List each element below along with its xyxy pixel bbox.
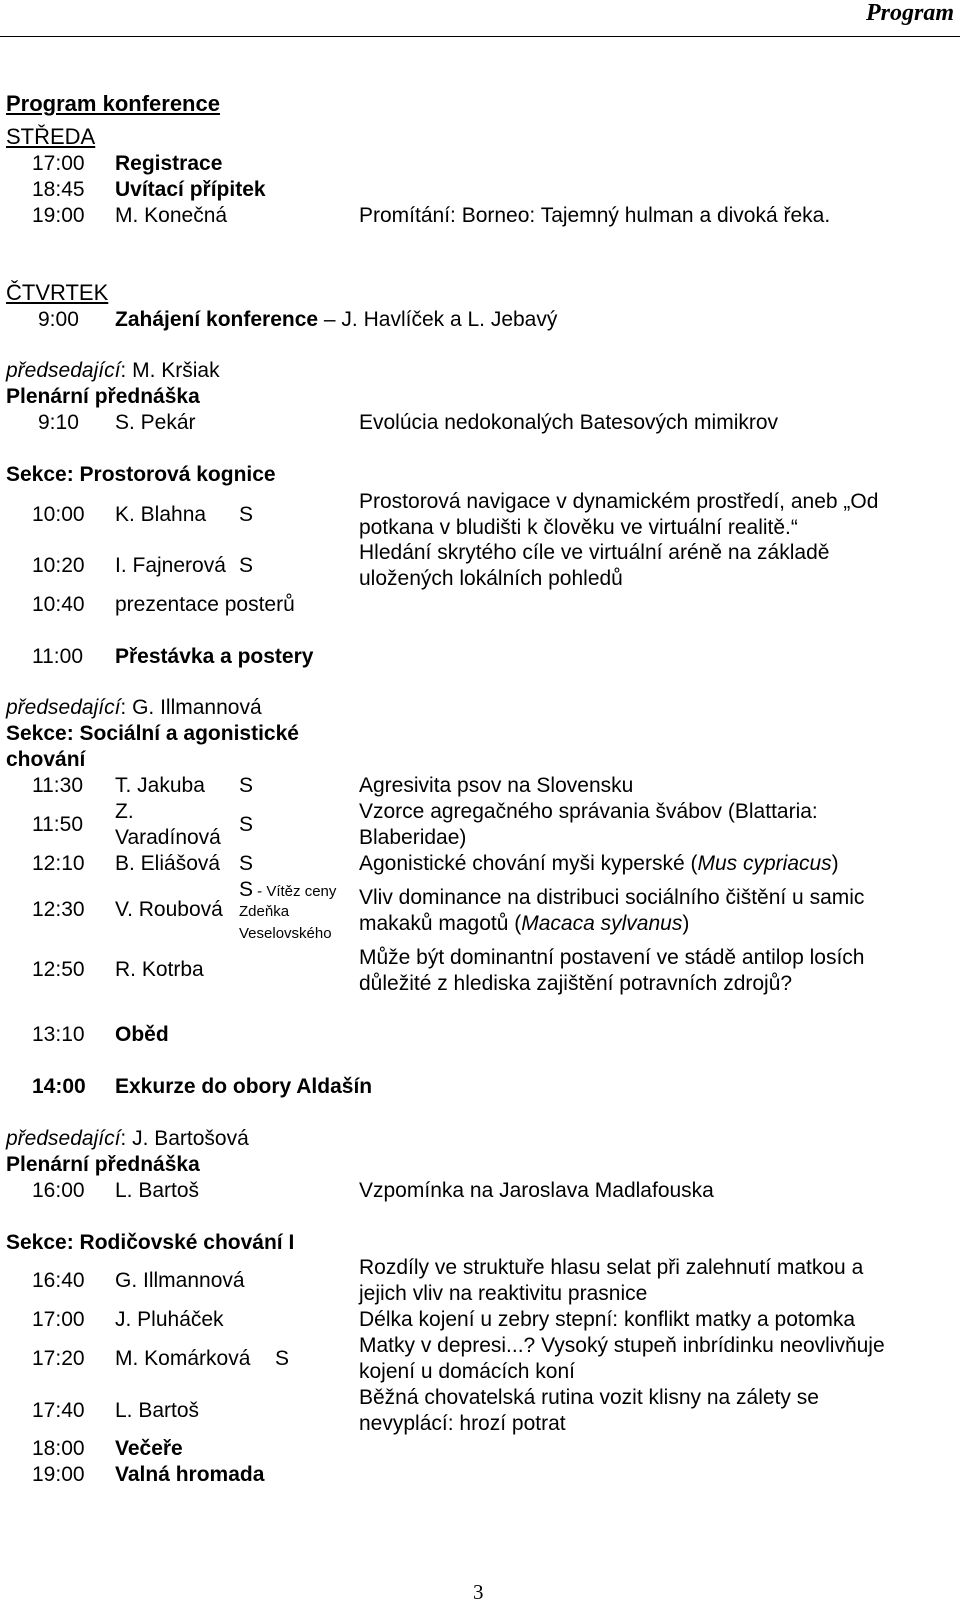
day-heading-wednesday: STŘEDA [6, 124, 96, 149]
species-name: Mus cypriacus [697, 852, 832, 875]
time-slot: 17:20 [32, 1347, 85, 1370]
talk-title-text: makaků magotů ( [359, 912, 522, 935]
award-note: Veselovského [239, 925, 332, 942]
speaker-name: L. Bartoš [115, 1399, 200, 1422]
talk-title: Délka kojení u zebry stepní: konflikt matky a potomka [359, 1308, 856, 1331]
opening-speakers: – J. Havlíček a L. Jebavý [318, 308, 558, 331]
student-flag [239, 877, 336, 903]
time-slot: 11:30 [32, 774, 83, 797]
student-flag-letter: S [239, 878, 254, 901]
talk-title: Rozdíly ve struktuře hlasu selat při zalehnutí matkou a [359, 1256, 864, 1279]
chair-line [6, 695, 262, 721]
award-note: - Vítěz ceny [253, 883, 337, 900]
talk-title: Prostorová navigace v dynamickém prostředí, aneb „Od [359, 490, 879, 513]
talk-title: potkana v bludišti k člověku ve virtuální realitě.“ [359, 516, 798, 539]
day-heading-thursday: ČTVRTEK [6, 280, 109, 305]
time-slot: 11:50 [32, 813, 83, 836]
speaker-name: L. Bartoš [115, 1179, 200, 1202]
opening-label: Zahájení konference [115, 308, 319, 331]
header-title: Program [865, 0, 954, 26]
program-item: Exkurze do obory Aldašín [115, 1075, 373, 1098]
page-header [0, 0, 960, 37]
program-item: Přestávka a postery [115, 645, 314, 668]
talk-title: Vliv dominance na distribuci sociálního čištění u samic [359, 886, 865, 909]
speaker-name: M. Komárková [115, 1347, 251, 1370]
section-heading: Sekce: Prostorová kognice [6, 463, 276, 486]
talk-title: Promítání: Borneo: Tajemný hulman a divoká řeka. [359, 204, 831, 227]
talk-title: nevyplácí: hrozí potrat [359, 1412, 566, 1435]
student-flag: S [239, 813, 254, 836]
talk-title: jejich vliv na reaktivitu prasnice [359, 1282, 648, 1305]
talk-title: Běžná chovatelská rutina vozit klisny na zálety se [359, 1386, 819, 1409]
program-item: Oběd [115, 1023, 169, 1046]
student-flag: S [239, 554, 254, 577]
time-slot: 11:00 [32, 645, 83, 668]
speaker-name: R. Kotrba [115, 958, 204, 981]
chair-line [6, 358, 220, 384]
talk-title: Blaberidae) [359, 826, 467, 849]
species-name: Macaca sylvanus [521, 912, 683, 935]
time-slot: 13:10 [32, 1023, 85, 1046]
time-slot: 18:45 [32, 178, 85, 201]
chair-line [6, 1126, 249, 1152]
talk-title-text: Agonistické chování myši kyperské ( [359, 852, 698, 875]
page-title: Program konference [6, 91, 220, 116]
speaker-name: M. Konečná [115, 204, 228, 227]
time-slot: 17:00 [32, 152, 85, 175]
time-slot: 12:50 [32, 958, 85, 981]
student-flag: S [239, 503, 254, 526]
time-slot: 18:00 [32, 1437, 85, 1460]
talk-title [359, 911, 689, 937]
talk-title: důležité z hlediska zajištění potravních zdrojů? [359, 972, 793, 995]
talk-title: Agresivita psov na Slovensku [359, 774, 634, 797]
section-heading: Plenární přednáška [6, 1153, 200, 1176]
opening-line [115, 307, 557, 333]
chair-label: předsedající [6, 359, 121, 382]
time-slot: 14:00 [32, 1075, 86, 1098]
speaker-name: B. Eliášová [115, 852, 221, 875]
chair-label: předsedající [6, 696, 121, 719]
program-item: Večeře [115, 1437, 183, 1460]
page-number: 3 [473, 1580, 484, 1604]
section-heading: Plenární přednáška [6, 385, 200, 408]
section-heading: chování [6, 748, 86, 771]
student-flag: S [239, 852, 254, 875]
time-slot: 12:30 [32, 898, 85, 921]
talk-title: Vzpomínka na Jaroslava Madlafouska [359, 1179, 714, 1202]
student-flag: S [275, 1347, 290, 1370]
student-flag: S [239, 774, 254, 797]
speaker-name: T. Jakuba [115, 774, 205, 797]
speaker-name: S. Pekár [115, 411, 196, 434]
speaker-name: G. Illmannová [115, 1269, 245, 1292]
talk-title: Matky v depresi...? Vysoký stupeň inbrídinku neovlivňuje [359, 1334, 885, 1357]
chair-name: : G. Illmannová [120, 696, 262, 719]
chair-name: : M. Kršiak [120, 359, 220, 382]
time-slot: 19:00 [32, 204, 85, 227]
talk-title: Vzorce agregačného správania švábov (Blattaria: [359, 800, 818, 823]
talk-title: Může být dominantní postavení ve stádě antilop losích [359, 946, 865, 969]
speaker-name: V. Roubová [115, 898, 223, 921]
award-note: Zdeňka [239, 903, 290, 920]
speaker-name: Z. [115, 800, 134, 823]
program-item: prezentace posterů [115, 593, 295, 616]
talk-title: Hledání skrytého cíle ve virtuální aréně na základě [359, 541, 830, 564]
program-item: Registrace [115, 152, 223, 175]
talk-title-text: ) [682, 912, 690, 935]
time-slot: 9:00 [38, 308, 79, 331]
chair-name: : J. Bartošová [120, 1127, 249, 1150]
speaker-name: Varadínová [115, 826, 221, 849]
time-slot: 17:00 [32, 1308, 85, 1331]
speaker-name: J. Pluháček [115, 1308, 224, 1331]
section-heading: Sekce: Sociální a agonistické [6, 722, 299, 745]
talk-title: kojení u domácích koní [359, 1360, 575, 1383]
time-slot: 12:10 [32, 852, 85, 875]
time-slot: 10:20 [32, 554, 85, 577]
time-slot: 9:10 [38, 411, 79, 434]
time-slot: 16:40 [32, 1269, 85, 1292]
program-item: Valná hromada [115, 1463, 265, 1486]
time-slot: 16:00 [32, 1179, 85, 1202]
talk-title: uložených lokálních pohledů [359, 567, 623, 590]
section-heading: Sekce: Rodičovské chování I [6, 1231, 295, 1254]
time-slot: 19:00 [32, 1463, 85, 1486]
time-slot: 10:40 [32, 593, 85, 616]
speaker-name: K. Blahna [115, 503, 207, 526]
talk-title: Evolúcia nedokonalých Batesových mimikrov [359, 411, 779, 434]
talk-title [359, 851, 839, 877]
talk-title-text: ) [831, 852, 839, 875]
speaker-name: I. Fajnerová [115, 554, 226, 577]
time-slot: 17:40 [32, 1399, 85, 1422]
program-item: Uvítací přípitek [115, 178, 266, 201]
time-slot: 10:00 [32, 503, 85, 526]
chair-label: předsedající [6, 1127, 121, 1150]
